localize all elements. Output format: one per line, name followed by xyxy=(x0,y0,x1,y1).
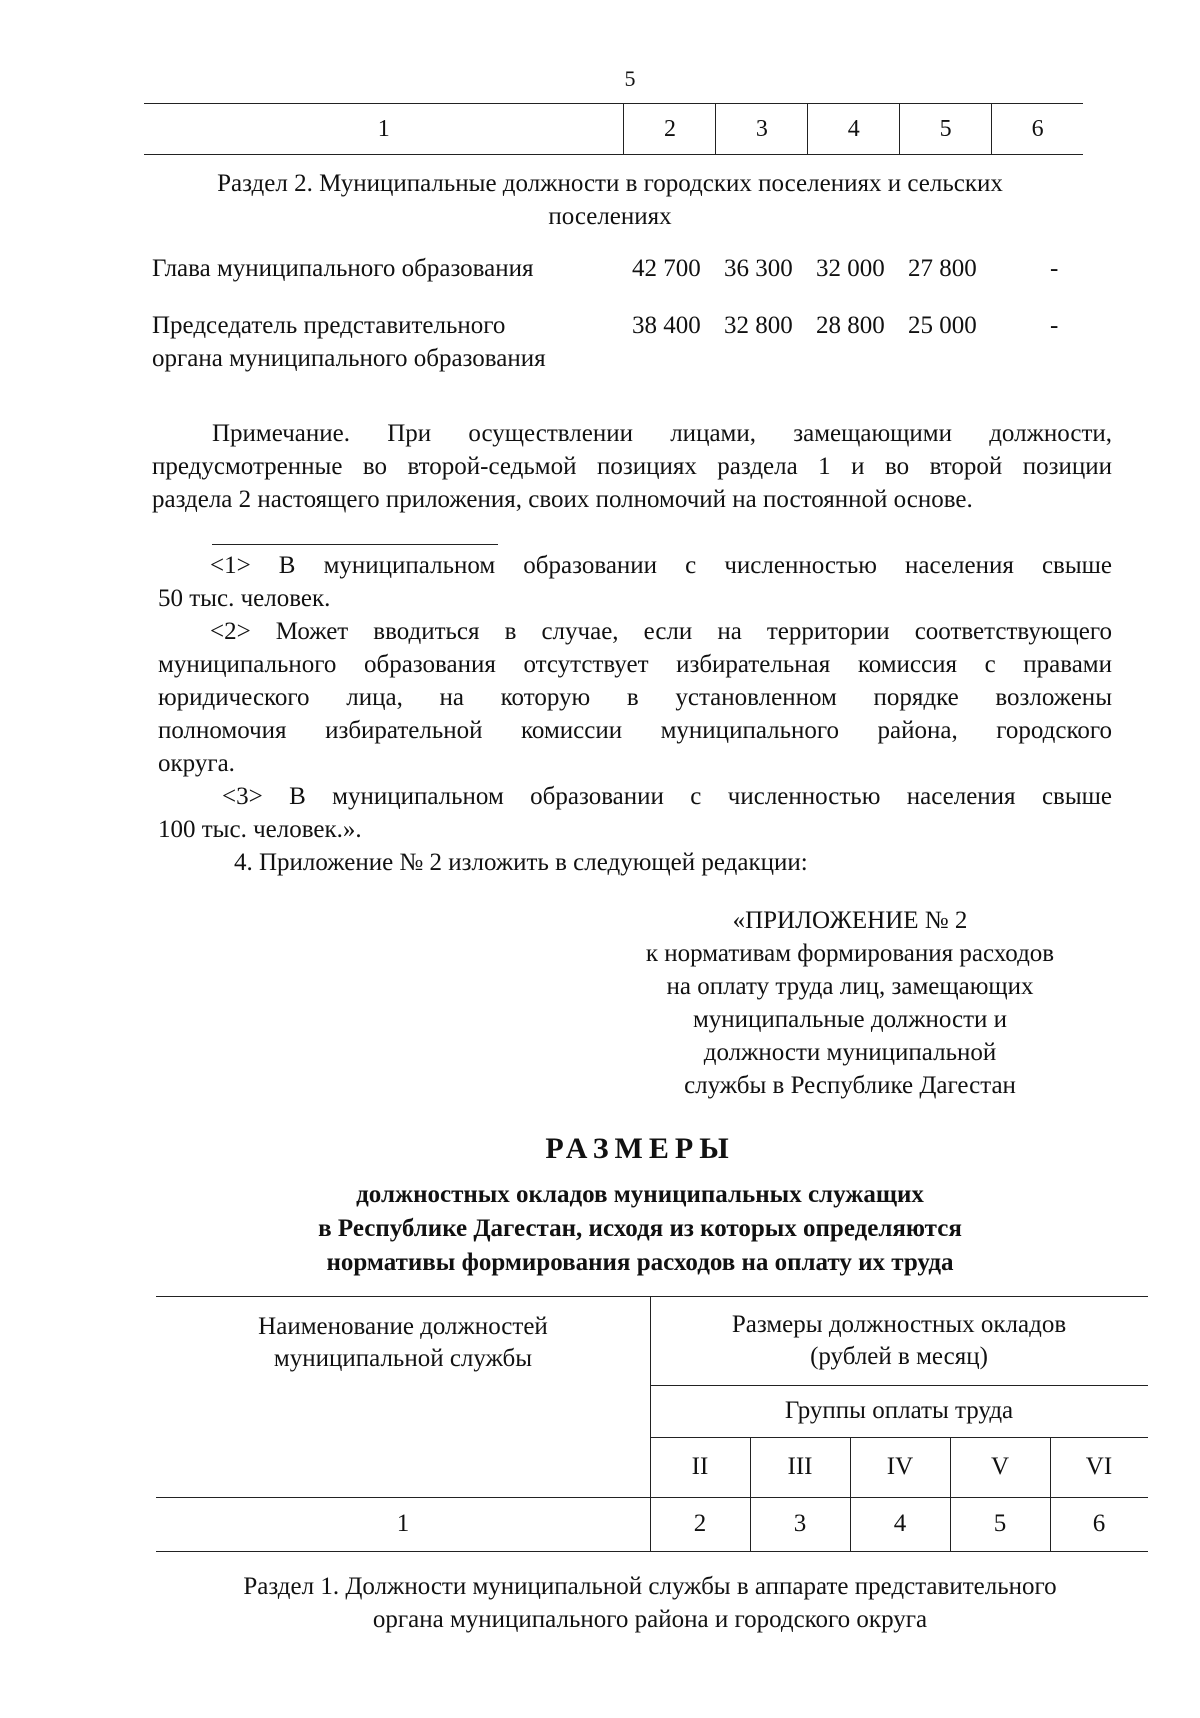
col-header-groups: Группы оплаты труда xyxy=(784,1397,1014,1424)
row-value: 28 800 xyxy=(816,312,885,339)
item-4: 4. Приложение № 2 изложить в следующей редакции: xyxy=(234,849,808,876)
header-col-4: 4 xyxy=(808,104,900,154)
section2-row-2 xyxy=(152,309,1092,375)
footnote-2: <2> Может вводиться в случае, если на территории соответствующего xyxy=(210,618,1112,645)
group-col: IV xyxy=(886,1453,914,1480)
number-cell: 4 xyxy=(893,1510,907,1537)
row-value: 38 400 xyxy=(632,312,701,339)
footnotes: <1> В муниципальном образовании с численностью населения свыше 50 тыс. человек. <2> Может вводиться в случае, если на территории соответствующего муниципального образования отсутствует избирательная комиссия с правами юридического лица, на которую в установленном порядке возложены полномочия избирательной комиссии муниципального района, городского округа. <3> В муниципальном образовании с численностью населения свыше 100 тыс. человек.». 4. Приложение № 2 изложить в следующей редакции: xyxy=(158,549,1112,879)
section2-row-1 xyxy=(152,252,1092,285)
header-col-1: 1 xyxy=(144,104,624,154)
row-name: Глава муниципального образования xyxy=(152,255,534,282)
number-cell: 1 xyxy=(396,1510,410,1537)
group-col: VI xyxy=(1085,1453,1113,1480)
row-value: 27 800 xyxy=(908,255,977,282)
row-value: - xyxy=(1050,312,1059,339)
row-value: 25 000 xyxy=(908,312,977,339)
row-name: Председатель представительного органа муниципального образования xyxy=(152,312,546,372)
row-value: - xyxy=(1050,255,1059,282)
footnote-1: <1> В муниципальном образовании с численностью населения свыше xyxy=(210,552,1112,579)
number-cell: 6 xyxy=(1092,1510,1106,1537)
number-cell: 5 xyxy=(993,1510,1007,1537)
col-header-name: Наименование должностей муниципальной службы xyxy=(258,1313,548,1372)
group-col: III xyxy=(787,1453,813,1480)
group-col: II xyxy=(691,1453,709,1480)
header-table xyxy=(144,103,1083,155)
section2-title: Раздел 2. Муниципальные должности в городских поселениях и сельских поселениях xyxy=(217,170,1003,230)
heading-title: РАЗМЕРЫ xyxy=(545,1132,735,1165)
appendix-block: «ПРИЛОЖЕНИЕ № 2 к нормативам формирования расходов на оплату труда лиц, замещающих муниципальные должности и должности муниципальной службы в Республике Дагестан xyxy=(645,907,1055,1099)
row-value: 36 300 xyxy=(724,255,793,282)
col-header-sizes: Размеры должностных окладов (рублей в месяц) xyxy=(731,1311,1067,1370)
group-col: V xyxy=(990,1453,1010,1480)
number-cell: 2 xyxy=(693,1510,707,1537)
footnote-3: <3> В муниципальном образовании с численностью населения свыше xyxy=(222,783,1112,810)
header-col-6: 6 xyxy=(1031,115,1044,142)
header-col-5: 5 xyxy=(900,104,992,154)
row-value: 32 800 xyxy=(724,312,793,339)
section1-title: Раздел 1. Должности муниципальной службы в аппарате представительного органа муниципального района и городского округа xyxy=(243,1573,1057,1633)
row-value: 32 000 xyxy=(816,255,885,282)
header-col-3: 3 xyxy=(716,104,808,154)
header-col-2: 2 xyxy=(624,104,716,154)
salary-table xyxy=(156,1296,1148,1552)
number-cell: 3 xyxy=(793,1510,807,1537)
document-heading: РАЗМЕРЫ должностных окладов муниципальных служащих в Республике Дагестан, исходя из которых определяются нормативы формирования расходов на оплату их труда xyxy=(150,1132,1130,1280)
row-value: 42 700 xyxy=(632,255,701,282)
footnote-separator xyxy=(212,544,498,545)
page-number: 5 xyxy=(624,66,636,91)
note-paragraph: Примечание. При осуществлении лицами, замещающими должности, предусмотренные во второй-седьмой позициях раздела 1 и во второй позиции раздела 2 настоящего приложения, своих полномочий на постоянной основе. xyxy=(152,420,1112,513)
